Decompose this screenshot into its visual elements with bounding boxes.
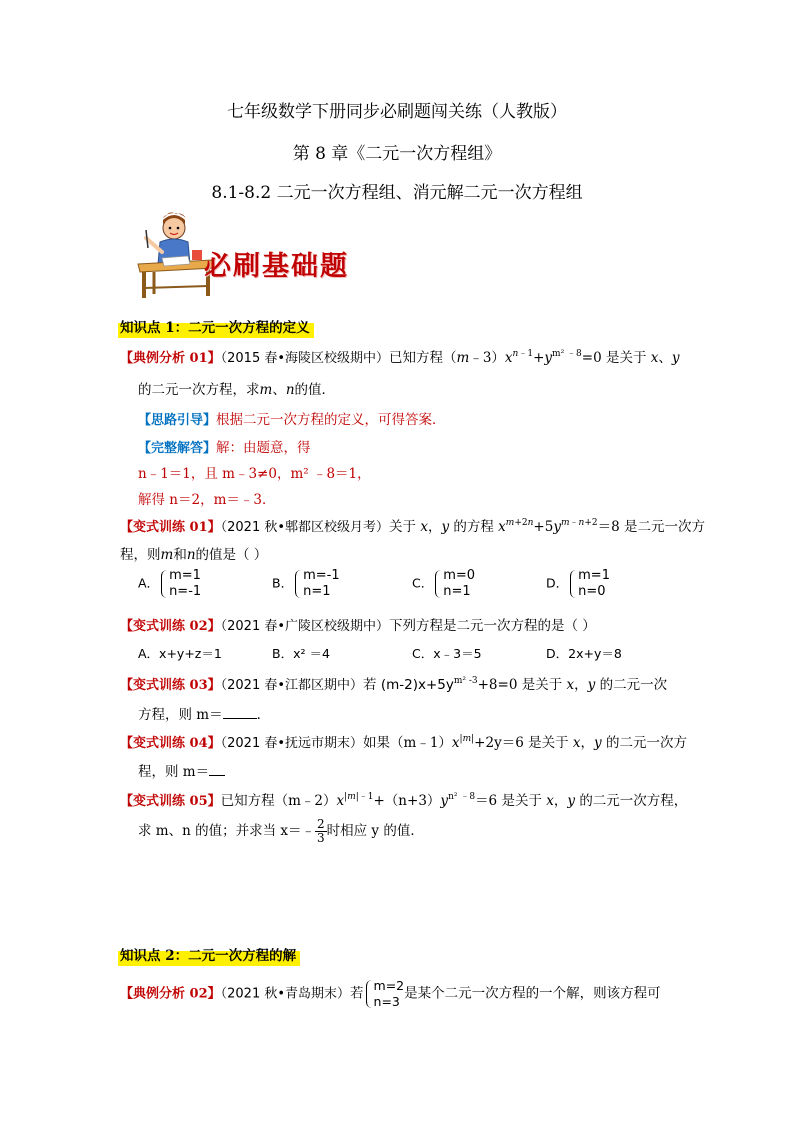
knowledge-point-1-heading: 知识点 1：二元一次方程的定义 <box>118 315 314 338</box>
training-03-line2: 方程，则 m＝ ． <box>138 707 271 723</box>
example-01-hint: 【思路引导】根据二元一次方程的定义，可得答案． <box>138 412 446 428</box>
doc-title: 七年级数学下册同步必刷题闯关练（人教版） <box>227 102 567 122</box>
training-01-option-c[interactable]: C． m=0 n=1 <box>412 568 476 599</box>
training-01-line1: 【变式训练 01】（2021 秋•郫都区校级月考）关于 x，y 的方程 $x^{m+2n}+5y^{m﹣n+2}=8$ 是二元一次方 <box>120 518 705 535</box>
training-04-line1: 【变式训练 04】（2021 春•抚远市期末）如果$(m﹣1)x^{|m|}+2y=6$ 是关于 x，y 的二元一次方 <box>120 734 687 751</box>
example-01-answer-line2: 解得 n＝2，m＝﹣3． <box>138 492 276 508</box>
training-01-option-b[interactable]: B． m=-1 n=1 <box>272 568 340 599</box>
training-05-line2: 求 m、n 的值；并求当 x＝﹣ $\frac{2}{3}$时相应 y 的值． <box>138 817 424 845</box>
example-01-answer-line1: n﹣1＝1，且 m﹣3≠0，m² ﹣8＝1， <box>138 466 371 482</box>
training-03-line1: 【变式训练 03】（2021 春•江都区期中）若 $(m-2)x+5y^{m^2 -3}+8=0$ 是关于 x，y 的二元一次 <box>120 676 668 693</box>
training-02-line1: 【变式训练 02】（2021 春•广陵区校级期中）下列方程是二元一次方程的是（ ） <box>120 618 596 634</box>
training-04-line2: 程，则 m＝ <box>138 760 225 780</box>
chapter-title: 第 8 章《二元一次方程组》 <box>292 144 502 164</box>
example-01-source: （2015 春•海陵区校级期中） <box>220 351 390 366</box>
answer-blank[interactable] <box>209 763 225 776</box>
fraction: $\frac{2}{3}$ <box>316 817 325 845</box>
training-02-option-d[interactable]: D．2x+y＝8 <box>546 646 622 661</box>
section-title: 8.1-8.2 二元一次方程组、消元解二元一次方程组 <box>211 183 583 203</box>
training-02-option-c[interactable]: C．x﹣3＝5 <box>412 646 482 661</box>
training-02-option-b[interactable]: B．x² ＝4 <box>272 646 330 661</box>
knowledge-point-2-heading: 知识点 2：二元一次方程的解 <box>118 943 300 966</box>
example-02-line1: 【典例分析 02】（2021 秋•青岛期末）若 m=2 n=3 是某个二元一次方程的一个解，则该方程可 <box>120 978 661 1009</box>
example-01-line2: 的二元一次方程，求m、n的值． <box>138 382 336 398</box>
banner-label: 必刷基础题 <box>204 251 349 282</box>
example-01-tag: 【典例分析 01】 <box>120 351 221 366</box>
training-02-option-a[interactable]: A．x+y+z＝1 <box>138 646 222 661</box>
training-01-option-a[interactable]: A． m=1 n=-1 <box>138 568 202 599</box>
training-01-line2: 程，则m和n的值是（ ） <box>120 547 268 563</box>
training-05-line1: 【变式训练 05】已知方程$(m﹣2)x^{|m|﹣1}+(n+3)y^{n^2 ﹣8}=6$ 是关于 x，y 的二元一次方程， <box>120 792 688 809</box>
example-01-answer: 【完整解答】解：由题意，得 <box>138 440 311 456</box>
training-01-option-d[interactable]: D． m=1 n=0 <box>546 568 610 599</box>
example-01-line1: 【典例分析 01】（2015 春•海陵区校级期中）已知方程$(m﹣3)x^{n﹣1}+y^{m^2 ﹣8}=0$ 是关于 x、y <box>120 349 680 366</box>
answer-blank[interactable] <box>223 706 257 719</box>
